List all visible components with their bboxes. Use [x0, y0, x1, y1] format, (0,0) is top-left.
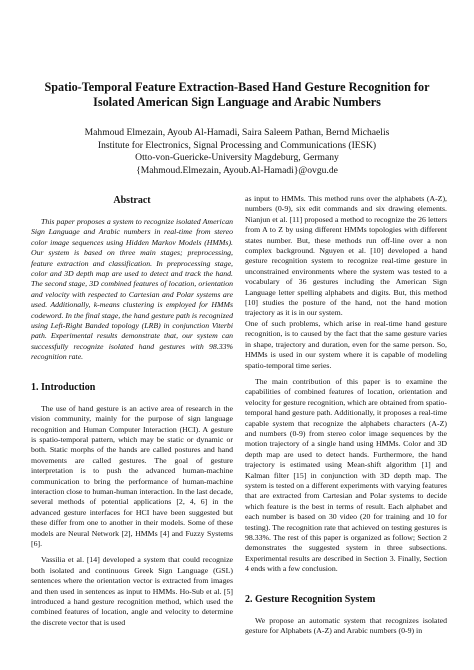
intro-paragraph-1: The use of hand gesture is an active area of research in the vision community, mainly for the purpose of sign language recognition and Human Computer Interaction (HCI). A gesture is spatio-temporal pattern, which may be static or dynamic or both. Static morphs of the hands are called postures and hand movements are called gestures. The goal of gesture interpretation is to push the advanced human-machine communication to bring the performance of human-machine interaction close to human-human interaction. In the last decade, several methods of potential applications [2, 4, 6] in the advanced gesture interfaces for HCI have been suggested but these differ from one to another in their models. Some of these models are Neural Network [2], HMMs [4] and Fuzzy Systems [6]. [31, 403, 233, 548]
right-paragraph-2: One of such problems, which arise in real-time hand gesture recognition, is to caused by the fact that the same gesture varies in shape, trajectory and duration, even for the same person. So, HMMs is used in our system where it is capable of modeling spatio-temporal time series. [245, 318, 447, 370]
section-2-heading: 2. Gesture Recognition System [245, 593, 376, 605]
author-names: Mahmoud Elmezain, Ayoub Al-Hamadi, Saira Saleem Pathan, Bernd Michaelis [84, 127, 390, 138]
university: Otto-von-Guericke-University Magdeburg, Germany [135, 152, 339, 164]
right-column [245, 194, 447, 636]
author-email: {Mahmoud.Elmezain, Ayoub.Al-Hamadi}@ovgu.de [136, 164, 338, 176]
right-paragraph-3: The main contribution of this paper is to examine the capabilities of combined features of location, orientation and velocity for gesture recognition, which are obtained from spatio-temporal hand gesture path. Additionally, it proposes a real-time capable system that recognize the alphabets characters (A-Z) and numbers (0-9) from stereo color image sequences by the motion trajectory of a single hand using HMMs. Color and 3D depth map are used to detect hands. Furthermore, the hand trajectory is estimated using Mean-shift algorithm [1] and Kalman filter [15] in conjunction with 3D depth map. The system is tested on a different experiments with varying features that are extracted from Cartesian and Polar systems to decide which feature is the best in terms of result. Each alphabet and each number is based on 30 video (20 for training and 10 for testing). The recognition rate that achieved on testing gestures is 98.33%. The rest of this paper is organized as follow; Section 2 demonstrates the suggested system in three subsections. Experimental results are described in Section 3. Finally, Section 4 ends with a few conclusion. [245, 376, 447, 574]
section-2-paragraph-1: We propose an automatic system that recognizes isolated gesture for Alphabets (A-Z) and Arabic numbers (0-9) in [245, 615, 447, 636]
left-column [31, 194, 233, 628]
intro-paragraph-2: Vassilia et al. [14] developed a system that could recognize both isolated and continuous Greek Sign Language (GSL) sentences where the orientation vector is extracted from images and then used in sentences as input to HMMs. Ho-Sub et al. [5] introduced a hand gesture recognition method, which used the combined features of location, angle and velocity to determine the discrete vector that is used [31, 555, 233, 627]
affiliation: Institute for Electronics, Signal Processing and Communications (IESK) [97, 139, 377, 151]
title-line-1: Spatio-Temporal Feature Extraction-Based Hand Gesture Recognition for [44, 80, 430, 94]
abstract-heading: Abstract [113, 195, 151, 206]
introduction-heading: 1. Introduction [31, 381, 96, 393]
abstract-text: This paper proposes a system to recognize isolated American Sign Language and Arabic numbers in real-time from stereo color image sequences using Hidden Markov Models (HMMs). Our system is based on three main stages; preprocessing, feature extraction and classification. In preprocessing stage, color and 3D depth map are used to detect and track the hand. The second stage, 3D combined features of location, orientation and velocity with respected to Cartesian and Polar systems are used. Additionally, k-means clustering is employed for HMMs codeword. In the final stage, the hand gesture path is recognized using Left-Right Banded topology (LRB) in conjunction Viterbi path. Experimental results demonstrate that, our system can successfully recognize isolated hand gestures with 98.33% recognition rate. [31, 217, 233, 362]
title-line-2: Isolated American Sign Language and Arabic Numbers [93, 95, 381, 109]
right-paragraph-1: as input to HMMs. This method runs over the alphabets (A-Z), numbers (0-9), six edit commands and six drawing elements. Nianjun et al. [11] proposed a method to recognize the 26 letters from A to Z by using different HMMs topologies with different states number. But, these methods run off-line over a non complex background. Nguyen et al. [10] developed a hand gesture recognition system to recognize real-time gesture in unconstrained environments where the system was tested to a vocabulary of 36 gestures including the American Sign Language letter spelling alphabets and digits. But, this method [10] studies the posture of the hand, not the hand motion trajectory as it is in our system. [245, 194, 447, 318]
paper-title [30, 80, 444, 110]
author-block [30, 127, 444, 177]
